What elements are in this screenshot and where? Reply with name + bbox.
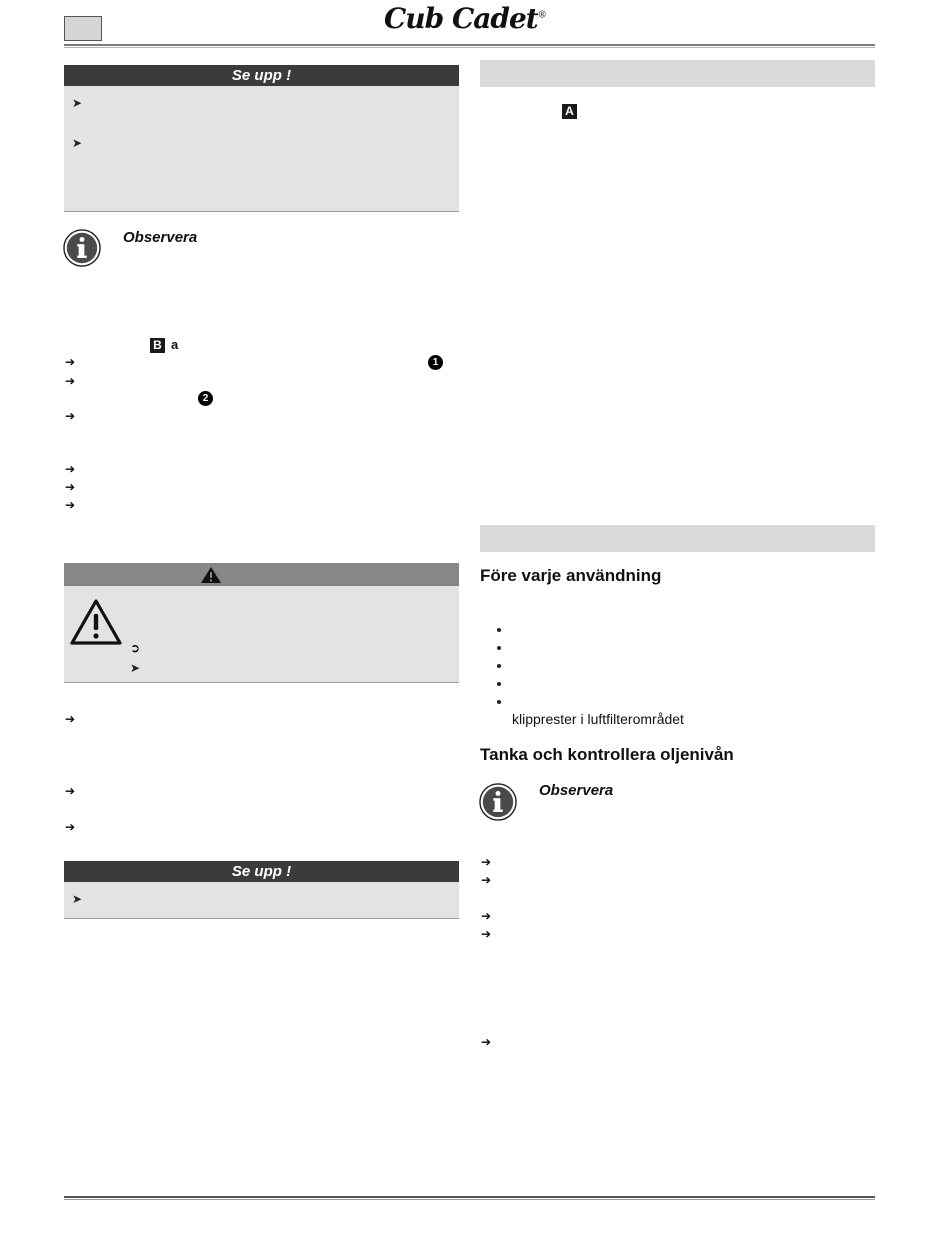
figure-tag-a-label: A: [565, 104, 574, 118]
arrow-bullet-icon: ➔: [65, 374, 76, 388]
note-2-title: Observera: [539, 782, 614, 799]
header-rule-thin: [64, 47, 875, 48]
arrow-bullet-icon: ➔: [481, 927, 492, 941]
arrow-bullet-icon: ➔: [481, 909, 492, 923]
info-icon: [479, 783, 517, 821]
list-bullet: [497, 664, 501, 668]
note-1-title: Observera: [123, 229, 198, 246]
caution-box-1-title: Se upp !: [231, 67, 292, 84]
warning-box-header: [64, 563, 459, 586]
arrow-bullet-icon: ➔: [65, 355, 76, 369]
figure-tag-a: [562, 104, 577, 119]
caution-box-2-title: Se upp !: [231, 863, 292, 880]
callout-1-label: 1: [432, 357, 439, 368]
warning-triangle-icon: [200, 566, 222, 584]
chevron-bullet-icon: ➤: [130, 661, 141, 675]
arrow-bullet-icon: ➔: [481, 873, 492, 887]
callout-2-badge: [198, 391, 213, 406]
list-bullet: [497, 700, 501, 704]
arrow-bullet-icon: ➔: [65, 409, 76, 423]
large-warning-triangle-icon: [69, 598, 123, 646]
figure-tag-b: [150, 338, 165, 353]
section-bar-top: [480, 60, 875, 87]
callout-1-badge: [428, 355, 443, 370]
arrow-bullet-icon: ➔: [65, 480, 76, 494]
language-box: [64, 16, 102, 41]
footer-rule: [64, 1196, 875, 1198]
arrow-bullet-icon: ➔: [481, 1035, 492, 1049]
brand-logo: [384, 2, 564, 34]
list-bullet: [497, 628, 501, 632]
caution-box-1-body: [64, 86, 459, 212]
header-rule: [64, 44, 875, 46]
warning-box-body: [64, 586, 459, 683]
section-heading-fuel-oil: Tanka och kontrollera oljenivån: [480, 745, 734, 764]
arrow-bullet-icon: ➔: [65, 712, 76, 726]
arrow-bullet-icon: ➔: [65, 498, 76, 512]
section-bar-middle: [480, 525, 875, 552]
figure-ref-suffix: a: [171, 337, 179, 352]
figure-tag-b-label: B: [153, 338, 162, 352]
caution-box-2-body: [64, 882, 459, 919]
chevron-bullet-icon: ➤: [72, 96, 83, 110]
footer-rule-thin: [64, 1199, 875, 1200]
arrow-bullet-icon: ➔: [65, 820, 76, 834]
caution-box-1-header: [64, 65, 459, 86]
callout-2-label: 2: [202, 393, 209, 404]
logo-registered-mark: ®: [537, 10, 547, 21]
arrow-bullet-icon: ➔: [65, 462, 76, 476]
list-bullet: [497, 682, 501, 686]
arrow-bullet-icon: ➔: [481, 855, 492, 869]
chevron-bullet-icon: ➤: [72, 136, 83, 150]
chevron-bullet-icon: ➤: [72, 892, 83, 906]
section-heading-before-use: Före varje användning: [480, 566, 662, 585]
arrow-bullet-icon: ➔: [65, 784, 76, 798]
info-icon: [63, 229, 101, 267]
list-item-continuation: klipprester i luftfilterområdet: [512, 711, 684, 727]
caution-box-2-header: [64, 861, 459, 882]
logo-text: Cub Cadet: [384, 2, 538, 35]
list-bullet: [497, 646, 501, 650]
circle-arrow-icon: ➲: [130, 641, 141, 655]
